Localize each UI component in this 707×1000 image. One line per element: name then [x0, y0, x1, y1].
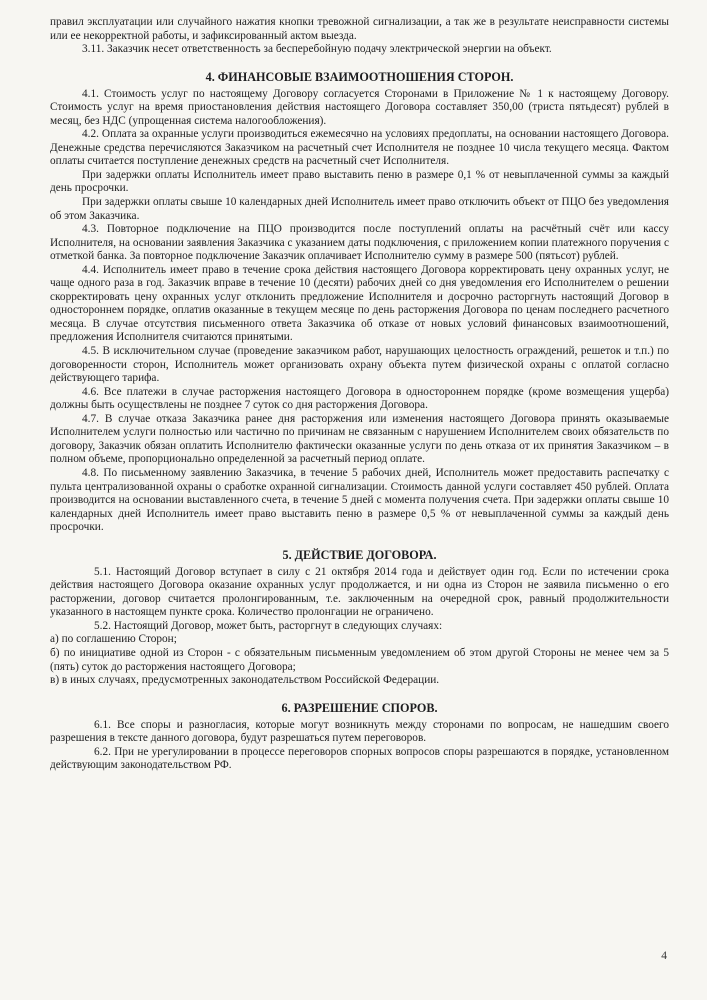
- paragraph-4-1: 4.1. Стоимость услуг по настоящему Договору согласуется Сторонами в Приложение № 1 к настоящему Договору. Стоимость услуг на время приостановления действия настоящего Договора составляет 350,00 (триста пятьдесят) рублей в месяц, без НДС (упрощенная система налогообложения).: [50, 87, 669, 127]
- paragraph-4-4: 4.4. Исполнитель имеет право в течение срока действия настоящего Договора корректировать цену охранных услуг, не чаще одного раза в год. Заказчик вправе в течение 10 (десяти) рабочих дней со дня уведомления его Исполнителем о решении скорректировать цену охранных услуг отклонить предложение Исполнителя и досрочно расторгнуть настоящий Договор в одностороннем порядке, оплатив оказанные в текущем месяце по день расторжения Договора по ценам последнего расчетного месяца. В случае отсутствия письменного ответа Заказчика об отказе от новых условий финансовых взаимоотношений, предложения Исполнителя считаются принятыми.: [50, 263, 669, 344]
- paragraph-3-11: 3.11. Заказчик несет ответственность за бесперебойную подачу электрической энергии на объект.: [82, 43, 552, 56]
- paragraph-6-1: 6.1. Все споры и разногласия, которые могут возникнуть между сторонами по вопросам, не нашедшим своего разрешения в тексте данного договора, будут разрешаться путем переговоров.: [50, 718, 669, 745]
- section-4-heading: 4. ФИНАНСОВЫЕ ВЗАИМООТНОШЕНИЯ СТОРОН.: [205, 69, 514, 84]
- paragraph-4-6: 4.6. Все платежи в случае расторжения настоящего Договора в одностороннем порядке (кроме возмещения ущерба) должны быть осуществлены не позднее 7 суток со дня расторжения Договора.: [50, 385, 669, 412]
- paragraph-4-8: 4.8. По письменному заявлению Заказчика, в течение 5 рабочих дней, Исполнитель может предоставить распечатку с пульта централизованной охраны о сработке охранной сигнализации. Стоимость данной услуги составляет 450 рублей. Оплата производится на основании выставленного счета, в течение 5 дней с момента получения счета. При задержки оплаты свыше 10 календарных дней Исполнитель имеет право выставить пеню в размере 0,5 % от невыплаченной суммы за каждый день просрочки.: [50, 466, 669, 534]
- section-5-heading: 5. ДЕЙСТВИЕ ДОГОВОРА.: [282, 547, 437, 562]
- list-item-a: а) по соглашению Сторон;: [50, 633, 177, 646]
- paragraph-6-2: 6.2. При не урегулировании в процессе переговоров спорных вопросов споры разрешаются в порядке, установленном действующим законодательством РФ.: [50, 745, 669, 772]
- paragraph-3-10-continuation: правил эксплуатации или случайного нажатия кнопки тревожной сигнализации, а так же в результате неисправности системы или ее некорректной работы, и зафиксированный актом выезда.: [50, 16, 669, 42]
- paragraph-5-1: 5.1. Настоящий Договор вступает в силу с 21 октября 2014 года и действует один год. Если по истечении срока действия настоящего Договора оказание охранных услуг продолжается, и ни одна из Сторон не заявила письменно о его расторжении, договор считается пролонгированным, т.е. заключенным на очередной срок, равный продолжительности указанного в настоящем пункте срока. Количество пролонгации не ограничено.: [50, 565, 669, 619]
- paragraph-penalty: При задержки оплаты Исполнитель имеет право выставить пеню в размере 0,1 % от невыплаченной суммы за каждый день просрочки.: [50, 168, 669, 195]
- paragraph-disconnect: При задержки оплаты свыше 10 календарных дней Исполнитель имеет право отключить объект от ПЦО без уведомления об этом Заказчика.: [50, 196, 669, 222]
- page-number: 4: [661, 950, 667, 962]
- paragraph-4-2: 4.2. Оплата за охранные услуги производиться ежемесячно на условиях предоплаты, на основании настоящего Договора. Денежные средства перечисляются Заказчиком на расчетный счет Исполнителя не позднее 10 числа текущего месяца. Фактом оплаты считается поступление денежных средств на расчетный счет Исполнителя.: [50, 128, 669, 168]
- paragraph-4-7: 4.7. В случае отказа Заказчика ранее дня расторжения или изменения настоящего Договора принять оказываемые Исполнителем услуги полностью или частично по причинам не связанным с нарушением Исполнителем своих обязательств по договору, Заказчик обязан оплатить Исполнителю фактически оказанные услуги по день отказа от их принятия Заказчиком – в полном объеме, пропорционально определенной за расчетный период оплате.: [50, 412, 669, 466]
- paragraph-4-5: 4.5. В исключительном случае (проведение заказчиком работ, нарушающих целостность ограждений, решеток и т.п.) по договоренности сторон, Исполнитель может организовать охрану объекта путем физической охраны с оплатой согласно действующего тарифа.: [50, 345, 669, 385]
- paragraph-5-2: 5.2. Настоящий Договор, может быть, расторгнут в следующих случаях:: [94, 619, 443, 632]
- list-item-b: б) по инициативе одной из Сторон - с обязательным письменным уведомлением об этом другой Стороны не менее чем за 5 (пять) суток до расторжения настоящего Договора;: [50, 646, 669, 673]
- paragraph-4-3: 4.3. Повторное подключение на ПЦО производится после поступлений оплаты на расчётный счёт или кассу Исполнителя, на основании заявления Заказчика с указанием даты подключения, с приложением копии платежного поручения с отметкой банка. За повторное подключение Заказчик оплачивает Исполнителю сумму в размере 500 (пятьсот) рублей.: [50, 223, 669, 263]
- list-item-v: в) в иных случаях, предусмотренных законодательством Российской Федерации.: [50, 674, 440, 687]
- section-6-heading: 6. РАЗРЕШЕНИЕ СПОРОВ.: [281, 700, 438, 715]
